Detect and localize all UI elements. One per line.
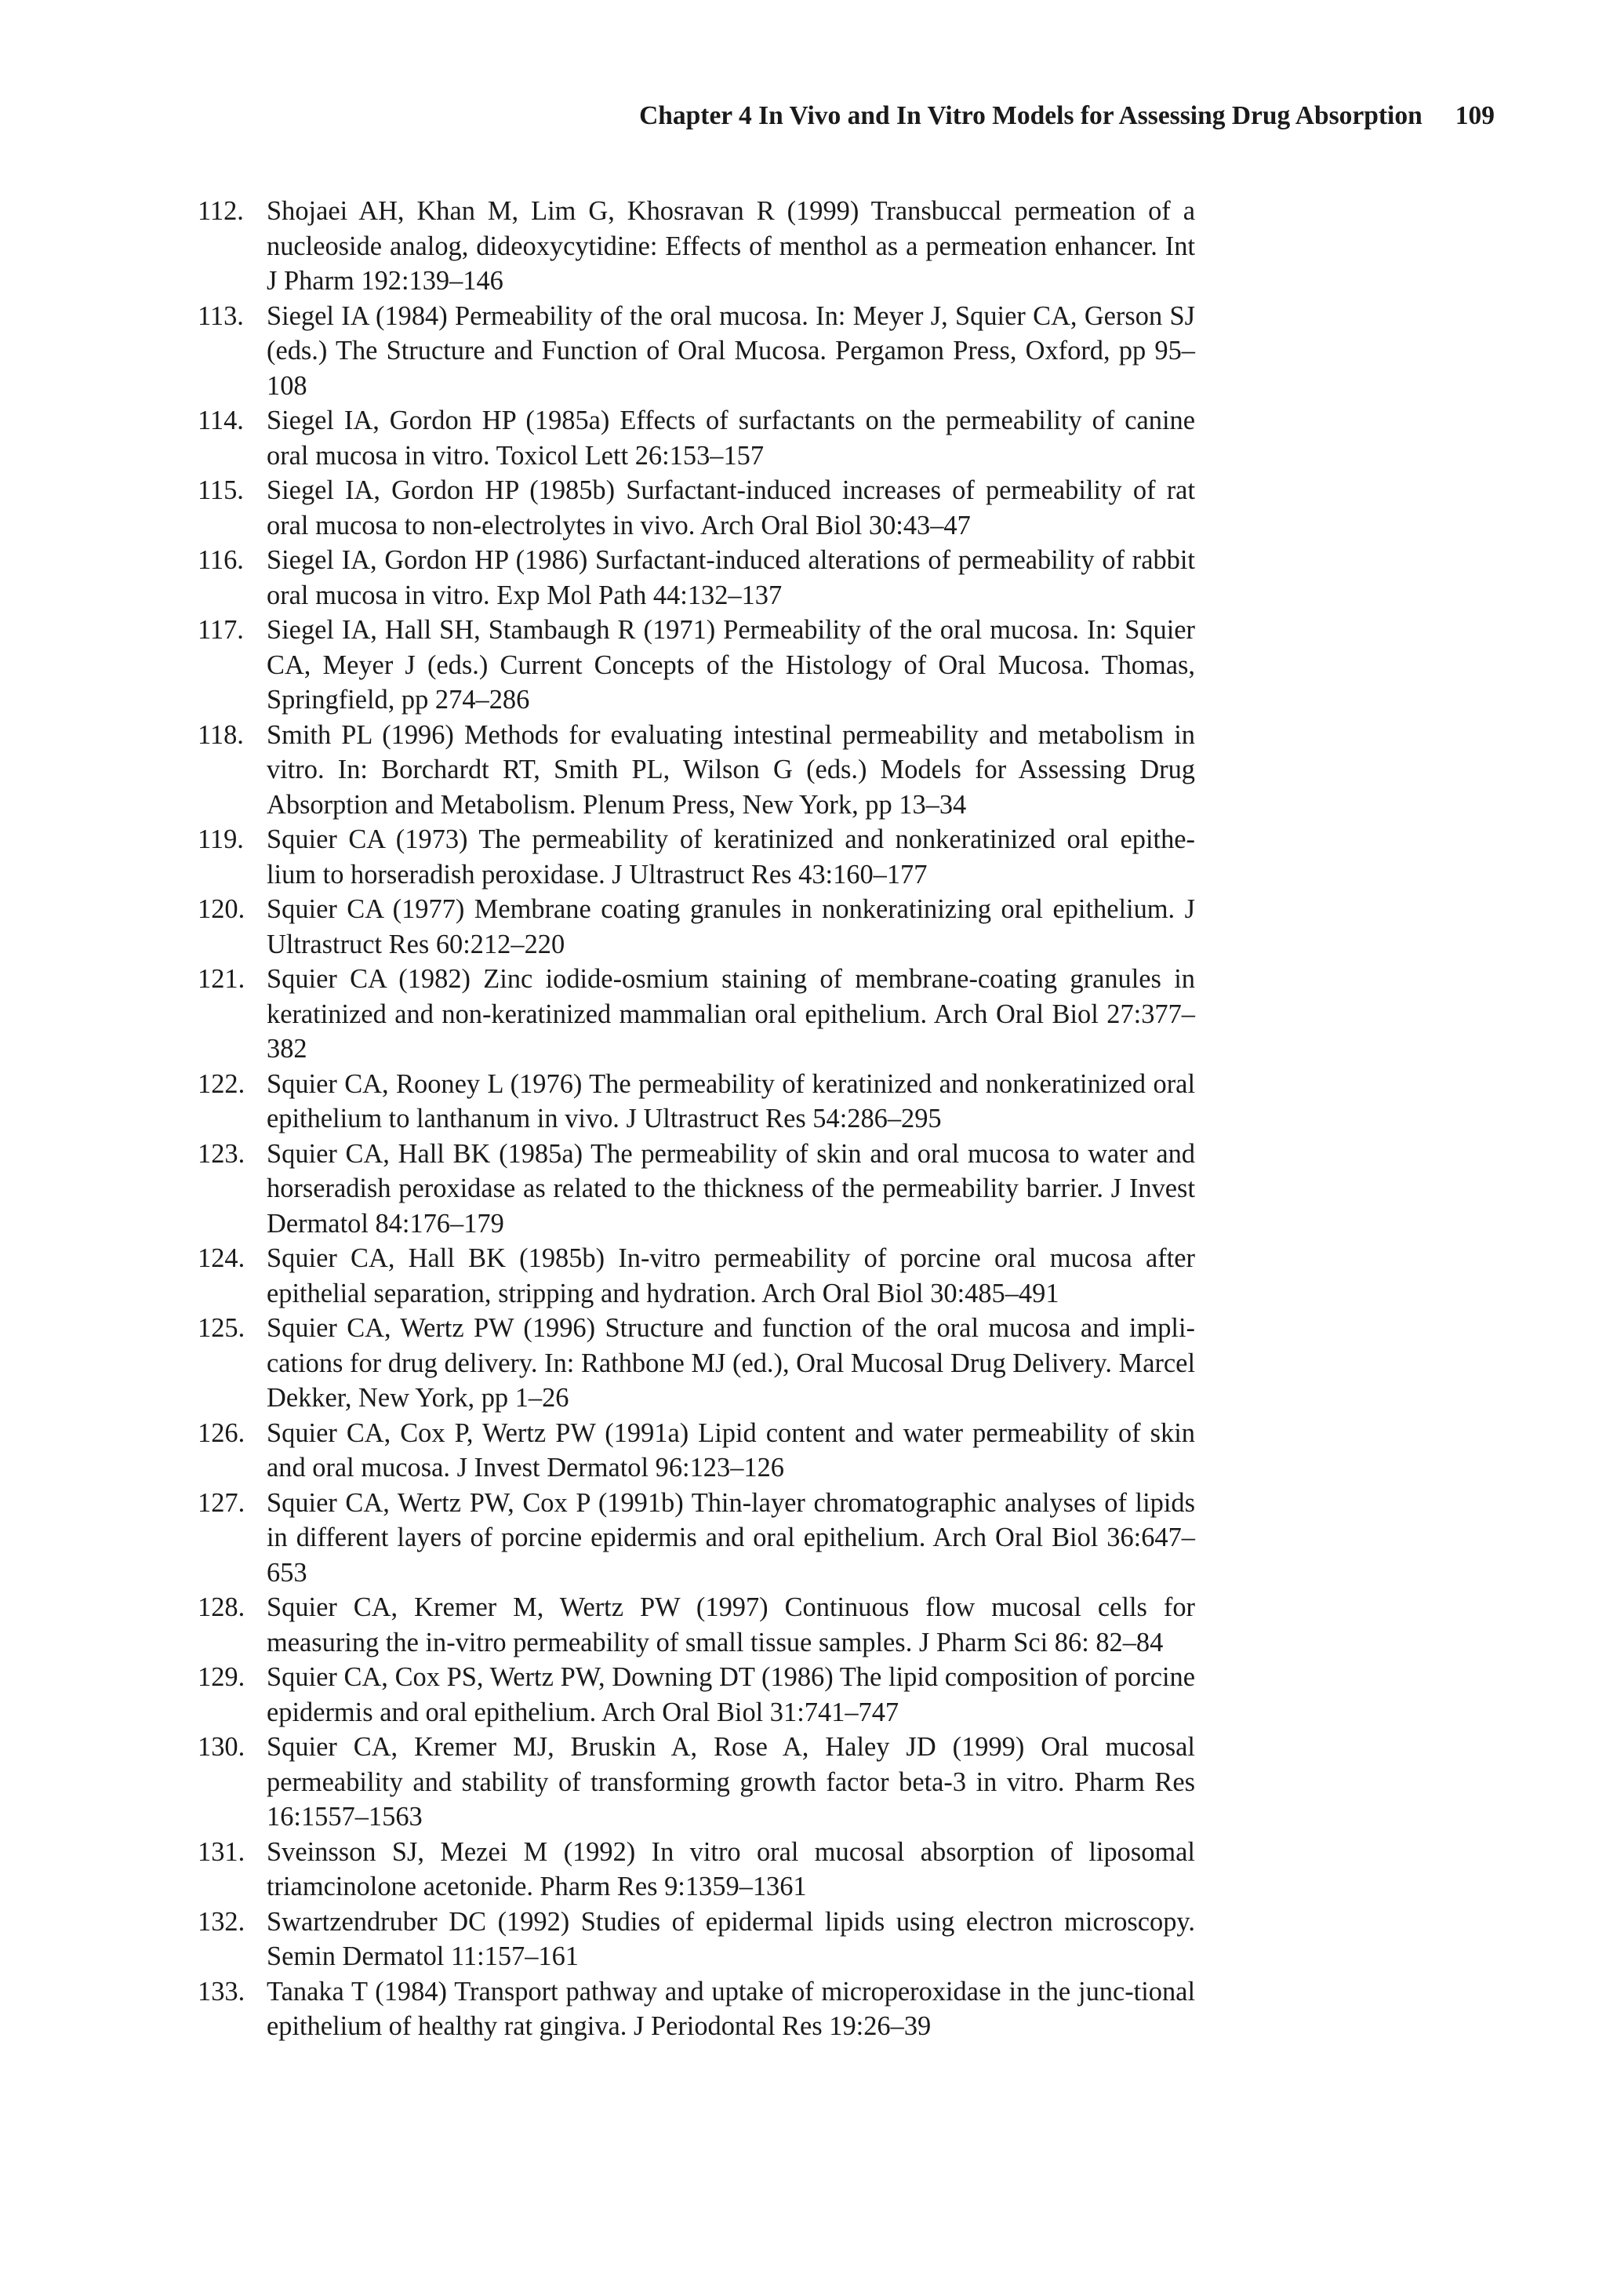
reference-entry [198, 543, 1195, 613]
reference-text: Smith PL (1996) Methods for evaluating intestinal permeability and metabolism in vitro. In: Borchardt RT, Smith PL, Wilson G (eds.) Models for Assessing Drug Absorption and Metabolism. Plenum Press, New York, pp 13–34 [267, 719, 1195, 820]
reference-text: Siegel IA, Hall SH, Stambaugh R (1971) Permeability of the oral mucosa. In: Squier CA, Meyer J (eds.) Current Concepts of the Histology of Oral Mucosa. Thomas, Springfield, pp 274–286 [267, 615, 1195, 715]
reference-text: Siegel IA, Gordon HP (1985a) Effects of surfactants on the permeability of canine oral mucosa in vitro. Toxicol Lett 26:153–157 [267, 406, 1195, 471]
reference-entry [198, 1137, 1195, 1242]
reference-number: 124. [198, 1243, 245, 1273]
reference-number: 125. [198, 1313, 245, 1343]
reference-number: 113. [198, 300, 244, 331]
reference-entry [198, 962, 1195, 1067]
reference-number: 129. [198, 1662, 245, 1692]
reference-text: Squier CA, Hall BK (1985b) In-vitro permeability of porcine oral mucosa after epithelial separation, stripping and hydration. Arch Oral Biol 30:485–491 [267, 1243, 1195, 1308]
reference-entry [198, 1486, 1195, 1591]
reference-number: 118. [198, 719, 244, 750]
running-header [639, 99, 1495, 133]
running-title: Chapter 4 In Vivo and In Vitro Models for Assessing Drug Absorption [639, 101, 1423, 130]
reference-entry [198, 1590, 1195, 1660]
reference-number: 123. [198, 1138, 245, 1169]
reference-text: Squier CA (1973) The permeability of keratinized and nonkeratinized oral epithe-lium to horseradish peroxidase. J Ultrastruct Res 43:160–177 [267, 824, 1195, 890]
reference-text: Squier CA, Hall BK (1985a) The permeability of skin and oral mucosa to water and horseradish peroxidase as related to the thickness of the permeability barrier. J Invest Dermatol 84:176–179 [267, 1138, 1195, 1239]
reference-text: Squier CA, Wertz PW, Cox P (1991b) Thin-layer chromatographic analyses of lipids in different layers of porcine epidermis and oral epithelium. Arch Oral Biol 36:647–653 [267, 1487, 1195, 1588]
reference-entry [198, 1905, 1195, 1974]
reference-text: Squier CA (1977) Membrane coating granules in nonkeratinizing oral epithelium. J Ultrastruct Res 60:212–220 [267, 894, 1195, 959]
reference-number: 115. [198, 475, 244, 505]
reference-entry [198, 892, 1195, 962]
reference-text: Squier CA, Rooney L (1976) The permeability of keratinized and nonkeratinized oral epithelium to lanthanum in vivo. J Ultrastruct Res 54:286–295 [267, 1068, 1195, 1133]
reference-number: 121. [198, 964, 245, 994]
reference-number: 116. [198, 545, 244, 575]
reference-entry [198, 1660, 1195, 1730]
reference-text: Squier CA (1982) Zinc iodide-osmium staining of membrane-coating granules in keratinized and non-keratinized mammalian oral epithelium. Arch Oral Biol 27:377–382 [267, 964, 1195, 1064]
reference-entry [198, 1311, 1195, 1416]
reference-text: Squier CA, Cox PS, Wertz PW, Downing DT (1986) The lipid composition of porcine epidermis and oral epithelium. Arch Oral Biol 31:741–747 [267, 1662, 1195, 1727]
reference-number: 114. [198, 406, 244, 435]
reference-text: Squier CA, Kremer MJ, Bruskin A, Rose A, Haley JD (1999) Oral mucosal permeability and stability of transforming growth factor beta-3 in vitro. Pharm Res 16:1557–1563 [267, 1732, 1195, 1832]
reference-number: 128. [198, 1592, 245, 1622]
reference-entry [198, 194, 1195, 299]
reference-number: 133. [198, 1976, 245, 2007]
reference-number: 127. [198, 1487, 245, 1518]
reference-list [198, 194, 1195, 2044]
reference-entry [198, 1067, 1195, 1137]
reference-number: 130. [198, 1732, 245, 1762]
reference-text: Squier CA, Kremer M, Wertz PW (1997) Continuous flow mucosal cells for measuring the in-vitro permeability of small tissue samples. J Pharm Sci 86: 82–84 [267, 1592, 1195, 1657]
reference-text: Swartzendruber DC (1992) Studies of epidermal lipids using electron microscopy. Semin Dermatol 11:157–161 [267, 1906, 1195, 1971]
reference-number: 122. [198, 1068, 245, 1099]
reference-number: 126. [198, 1417, 245, 1448]
reference-entry [198, 822, 1195, 892]
reference-number: 131. [198, 1836, 245, 1867]
reference-number: 120. [198, 894, 245, 924]
reference-entry [198, 299, 1195, 404]
reference-entry [198, 1416, 1195, 1486]
reference-number: 112. [198, 196, 244, 226]
reference-entry [198, 1730, 1195, 1835]
reference-entry [198, 613, 1195, 718]
reference-entry [198, 1835, 1195, 1905]
reference-text: Squier CA, Cox P, Wertz PW (1991a) Lipid content and water permeability of skin and oral mucosa. J Invest Dermatol 96:123–126 [267, 1417, 1195, 1483]
reference-text: Tanaka T (1984) Transport pathway and uptake of microperoxidase in the junc-tional epithelium of healthy rat gingiva. J Periodontal Res 19:26–39 [267, 1976, 1195, 2041]
reference-number: 119. [198, 824, 244, 854]
reference-text: Siegel IA (1984) Permeability of the oral mucosa. In: Meyer J, Squier CA, Gerson SJ (eds.) The Structure and Function of Oral Mucosa. Pergamon Press, Oxford, pp 95–108 [267, 300, 1195, 401]
reference-text: Shojaei AH, Khan M, Lim G, Khosravan R (1999) Transbuccal permeation of a nucleoside analog, dideoxycytidine: Effects of menthol as a permeation enhancer. Int J Pharm 192:139–146 [267, 196, 1195, 296]
reference-text: Siegel IA, Gordon HP (1985b) Surfactant-induced increases of permeability of rat oral mucosa to non-electrolytes in vivo. Arch Oral Biol 30:43–47 [267, 475, 1195, 540]
reference-number: 117. [198, 615, 244, 645]
reference-text: Siegel IA, Gordon HP (1986) Surfactant-induced alterations of permeability of rabbit oral mucosa in vitro. Exp Mol Path 44:132–137 [267, 545, 1195, 610]
page-number: 109 [1455, 101, 1495, 130]
reference-text: Squier CA, Wertz PW (1996) Structure and function of the oral mucosa and impli-cations for drug delivery. In: Rathbone MJ (ed.), Oral Mucosal Drug Delivery. Marcel Dekker, New York, pp 1–26 [267, 1313, 1195, 1413]
reference-entry [198, 473, 1195, 543]
reference-number: 132. [198, 1906, 245, 1937]
reference-entry [198, 1241, 1195, 1311]
reference-entry [198, 1974, 1195, 2044]
reference-entry [198, 718, 1195, 823]
reference-text: Sveinsson SJ, Mezei M (1992) In vitro oral mucosal absorption of liposomal triamcinolone acetonide. Pharm Res 9:1359–1361 [267, 1836, 1195, 1901]
reference-entry [198, 403, 1195, 473]
